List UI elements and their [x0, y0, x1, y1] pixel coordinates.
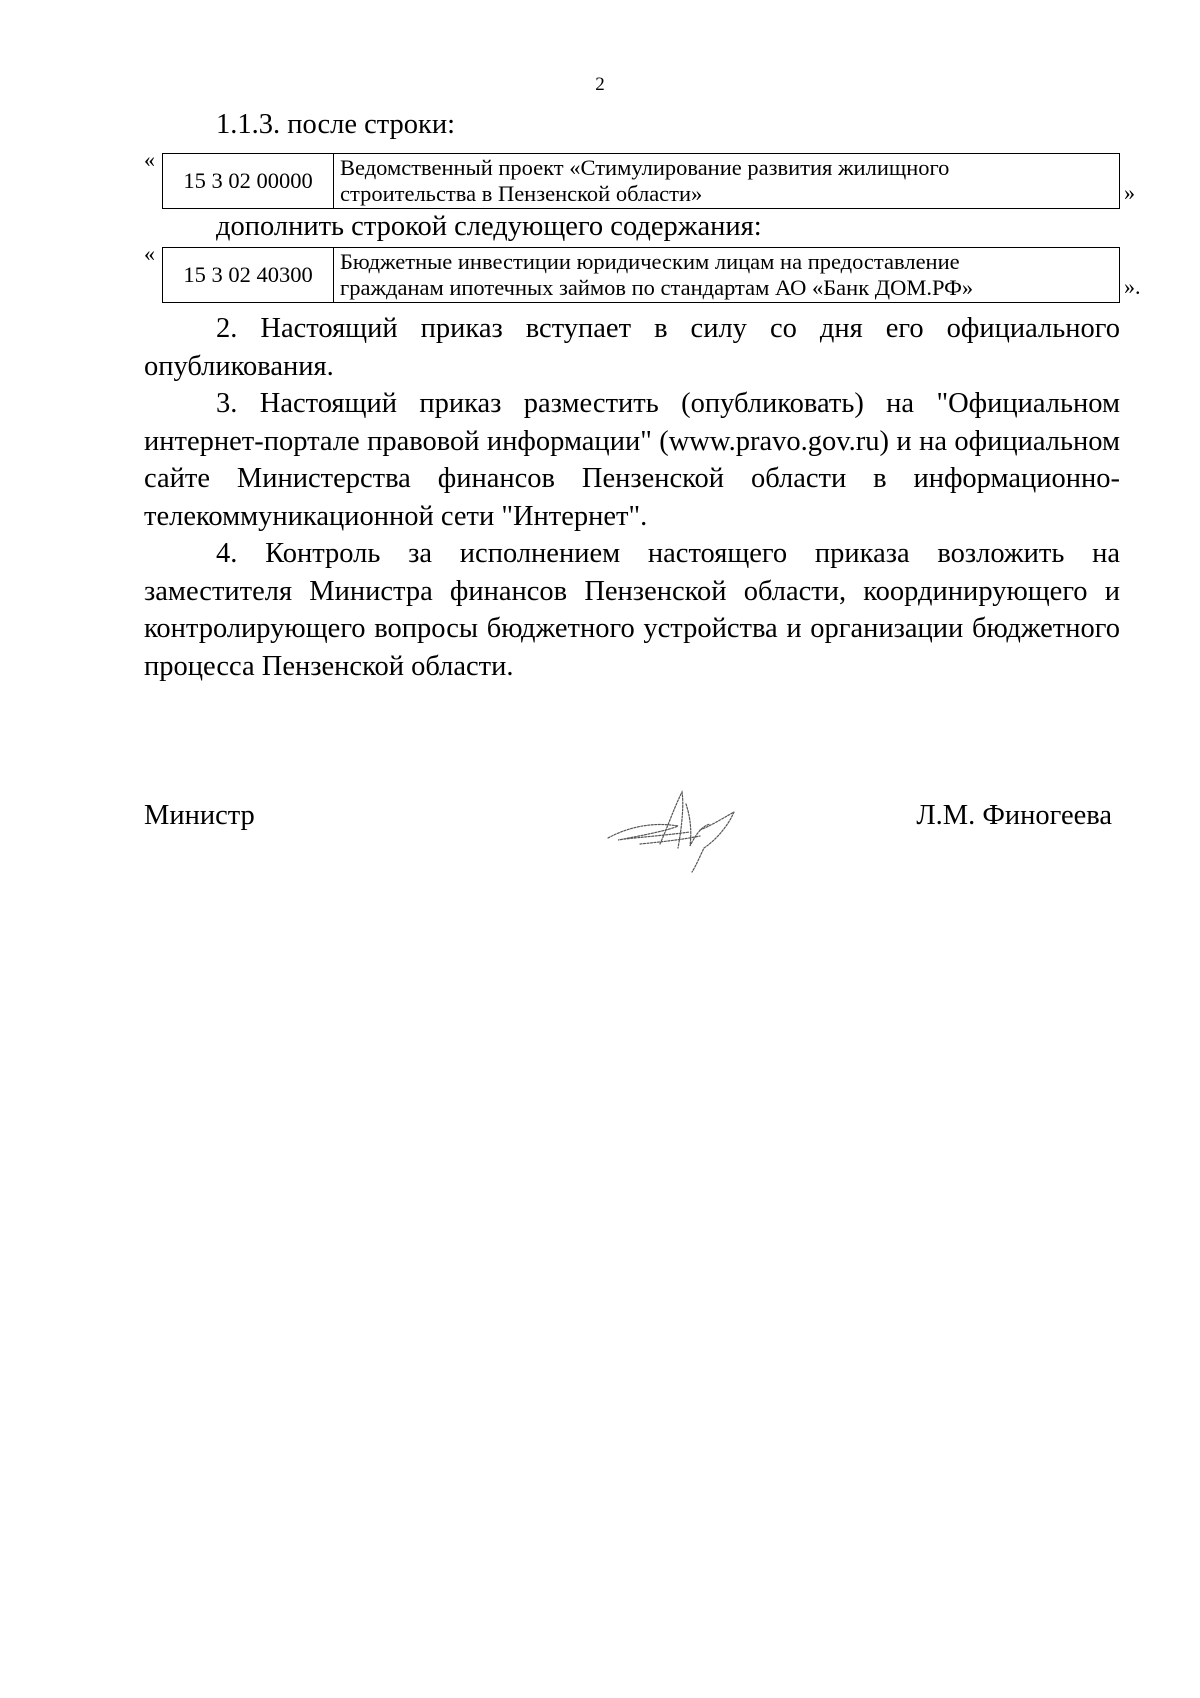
new-description-cell — [334, 248, 1120, 303]
paragraph-4 — [144, 535, 1120, 685]
page-number: 2 — [595, 74, 605, 95]
new-code-cell: 15 3 02 40300 — [163, 248, 334, 303]
paragraph-2-line1: 2. Настоящий приказ вступает в силу со дня его официального — [216, 313, 1120, 344]
existing-code-cell: 15 3 02 00000 — [163, 154, 334, 209]
new-row-table — [162, 247, 1120, 303]
intro-after-row: 1.1.3. после строки: — [216, 109, 456, 140]
existing-row-block — [144, 147, 1134, 211]
existing-description-line2: строительства в Пензенской области» — [340, 181, 703, 206]
quote-close-existing: » — [1124, 180, 1135, 205]
quote-open: « — [144, 147, 155, 172]
paragraph-4-text: 4. Контроль за исполнением настоящего приказа возложить на заместителя Министра финансов Пензенской области, координирующего и контролирующего вопросы бюджетного устройства и организации бюджетного процесса Пензенской области. — [144, 538, 1120, 682]
new-row-block — [144, 241, 1134, 305]
signatory-position: Министр — [144, 800, 255, 831]
paragraph-2-line2: опубликования. — [144, 350, 334, 382]
paragraph-2 — [144, 310, 1120, 385]
quote-close-new: ». — [1124, 274, 1141, 299]
new-description-line1: Бюджетные инвестиции юридическим лицам на предоставление — [340, 249, 960, 274]
handwritten-signature — [600, 786, 750, 876]
existing-description-cell — [334, 154, 1120, 209]
existing-row-table — [162, 153, 1120, 209]
intro-add-row: дополнить строкой следующего содержания: — [216, 211, 762, 242]
signatory-name: Л.М. Финогеева — [916, 800, 1112, 831]
existing-description-line1: Ведомственный проект «Стимулирование развития жилищного — [340, 155, 950, 180]
quote-open: « — [144, 241, 155, 266]
paragraph-3 — [144, 385, 1120, 535]
new-description-line2: гражданам ипотечных займов по стандартам АО «Банк ДОМ.РФ» — [340, 275, 974, 300]
paragraph-3-text: 3. Настоящий приказ разместить (опубликовать) на "Официальном интернет-портале правовой информации" (www.pravo.gov.ru) и на официальном сайте Министерства финансов Пензенской области в информационно-телекоммуникационной сети "Интернет". — [144, 388, 1120, 532]
